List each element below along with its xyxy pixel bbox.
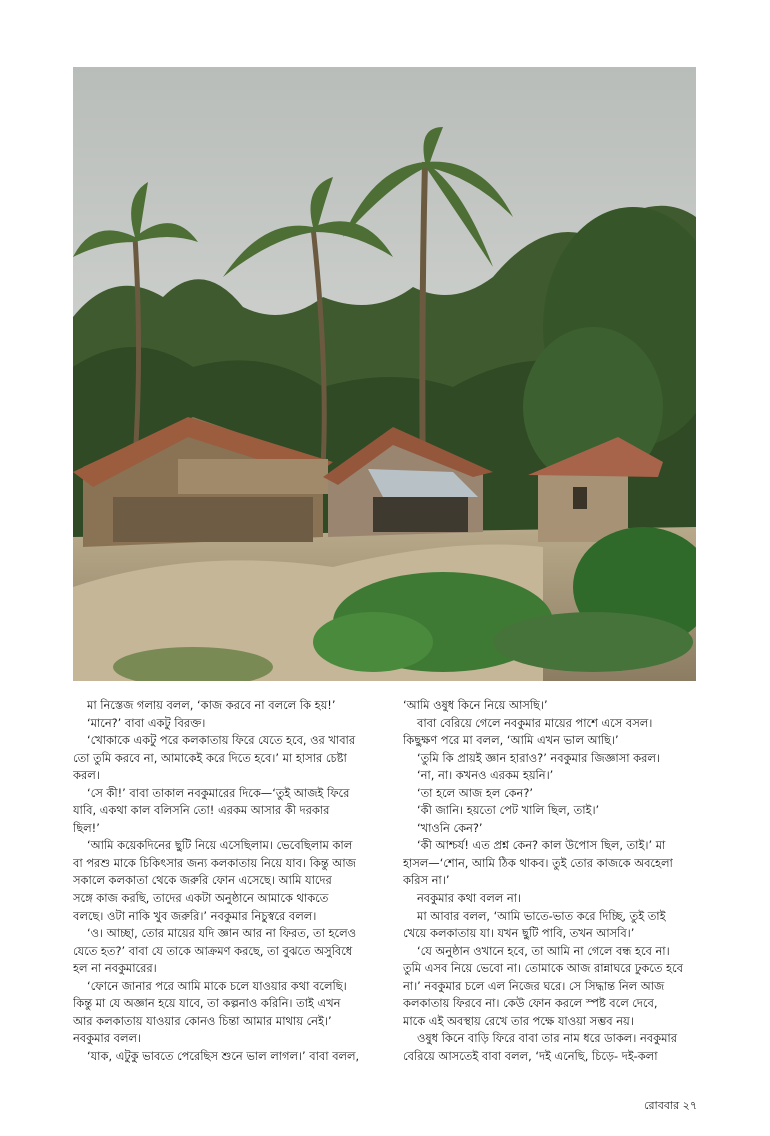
paragraph-line: নবকুমার কথা বলল না। <box>417 891 522 906</box>
paragraph-line: ‘মানে?’ বাবা একটু বিরক্ত। <box>87 715 206 730</box>
paragraph-line: ছিল!’ <box>73 820 100 835</box>
village-illustration <box>73 67 696 681</box>
paragraph-line: হল না নবকুমারের। <box>73 961 157 976</box>
paragraph-line: ‘সে কী!’ বাবা তাকাল নবকুমারের দিকে—‘তুই আজই ফিরে <box>87 785 350 800</box>
paragraph-line: যেতে হত?’ বাবা যে তাকে আক্রমণ করছে, তা বুঝতে অসুবিধে <box>73 943 353 958</box>
village-huts-palm-trees-icon <box>73 67 696 681</box>
paragraph-line: বেরিয়ে আসতেই বাবা বলল, ‘দই এনেছি, চিড়ে- দই-কলা <box>403 1048 658 1063</box>
left-text-column <box>73 697 365 1065</box>
paragraph-line: ‘ফোনে জানার পরে আমি মাকে চলে যাওয়ার কথা বলেছি। <box>87 978 347 993</box>
paragraph-line: কিন্তু মা যে অজ্ঞান হয়ে যাবে, তা কল্পনাও করিনি। তাই এখন <box>73 996 341 1011</box>
paragraph-line: নবকুমার বলল। <box>73 1031 142 1046</box>
paragraph-line: ‘আমি কয়েকদিনের ছুটি নিয়ে এসেছিলাম। ভেবেছিলাম কাল <box>87 838 353 853</box>
paragraph-line: ‘খাওনি কেন?’ <box>417 820 483 835</box>
paragraph-line: ‘কী জানি। হয়তো পেট খালি ছিল, তাই।’ <box>417 803 600 818</box>
paragraph-line: ‘কী আশ্চর্য! এত প্রশ্ন কেন? কাল উপোস ছিল, তাই।’ মা <box>417 838 666 853</box>
paragraph-line: তো তুমি করবে না, আমাকেই করে দিতে হবে।’ মা হাসার চেষ্টা <box>73 750 347 765</box>
right-text-column <box>403 697 695 1065</box>
paragraph-line: মা নিস্তেজ গলায় বলল, ‘কাজ করবে না বললে কি হয়!’ <box>87 698 336 712</box>
paragraph-line: ‘যাক, এটুকু ভাবতে পেরেছিস শুনে ভাল লাগল।’ বাবা বলল, <box>87 1048 360 1063</box>
paragraph-line: বলছে। ওটা নাকি খুব জরুরি।’ নবকুমার নিচুস্বরে বলল। <box>73 908 317 923</box>
paragraph-line: ‘না, না। কখনও এরকম হয়নি।’ <box>417 768 554 783</box>
paragraph-line: সঙ্গে কাজ করছি, তাদের একটা অনুষ্ঠানে আমাকে থাকতে <box>73 891 329 906</box>
paragraph-line: হাসল—‘শোন, আমি ঠিক থাকব। তুই তোর কাজকে অবহেলা <box>403 855 673 870</box>
paragraph-line: আর কলকাতায় যাওয়ার কোনও চিন্তা আমার মাথায় নেই।’ <box>73 1013 332 1028</box>
paragraph-line: বাবা বেরিয়ে গেলে নবকুমার মায়ের পাশে এসে বসল। <box>417 715 653 730</box>
paragraph-line: ‘ও। আচ্ছা, তোর মায়ের যদি জ্ঞান আর না ফিরত, তা হলেও <box>87 926 356 941</box>
paragraph-line: কিছুক্ষণ পরে মা বলল, ‘আমি এখন ভাল আছি।’ <box>403 733 619 748</box>
paragraph-line: ‘আমি ওষুধ কিনে নিয়ে আসছি।’ <box>403 698 548 712</box>
paragraph-line: সকালে কলকাতা থেকে জরুরি ফোন এসেছে। আমি যাদের <box>73 873 332 888</box>
page-footer: রোববার ২৭ <box>644 1099 697 1112</box>
paragraph-line: কলকাতায় ফিরবে না। কেউ ফোন করলে স্পষ্ট বলে দেবে, <box>403 996 658 1011</box>
paragraph-line: ‘খোকাকে একটু পরে কলকাতায় ফিরে যেতে হবে, ওর খাবার <box>87 733 356 748</box>
paragraph-line: বা পরশু মাকে চিকিৎসার জন্য কলকাতায় নিয়ে যাব। কিন্তু আজ <box>73 855 356 870</box>
paragraph-line: তুমি এসব নিয়ে ভেবো না। তোমাকে আজ রান্নাঘরে ঢুকতে হবে <box>403 961 683 976</box>
paragraph-line: ‘তা হলে আজ হল কেন?’ <box>417 785 534 800</box>
paragraph-line: করল। <box>73 768 100 783</box>
paragraph-line: মা আবার বলল, ‘আমি ভাতে-ভাত করে দিচ্ছি, তুই তাই <box>417 908 666 923</box>
paragraph-line: খেয়ে কলকাতায় যা। যখন ছুটি পাবি, তখন আসবি।’ <box>403 926 635 941</box>
paragraph-line: মাকে এই অবস্থায় রেখে তার পক্ষে যাওয়া সম্ভব নয়। <box>403 1013 634 1028</box>
paragraph-line: না।’ নবকুমার চলে এল নিজের ঘরে। সে সিদ্ধান্ত নিল আজ <box>403 978 665 993</box>
paragraph-line: করিস না।’ <box>403 873 450 888</box>
paragraph-line: যাবি, একথা কাল বলিসনি তো! এরকম আসার কী দরকার <box>73 803 330 818</box>
paragraph-line: ‘তুমি কি প্রায়ই জ্ঞান হারাও?’ নবকুমার জিজ্ঞাসা করল। <box>417 750 660 765</box>
paragraph-line: ওষুধ কিনে বাড়ি ফিরে বাবা তার নাম ধরে ডাকল। নবকুমার <box>417 1031 677 1046</box>
paragraph-line: ‘যে অনুষ্ঠান ওখানে হবে, তা আমি না গেলে বন্ধ হবে না। <box>417 943 670 958</box>
